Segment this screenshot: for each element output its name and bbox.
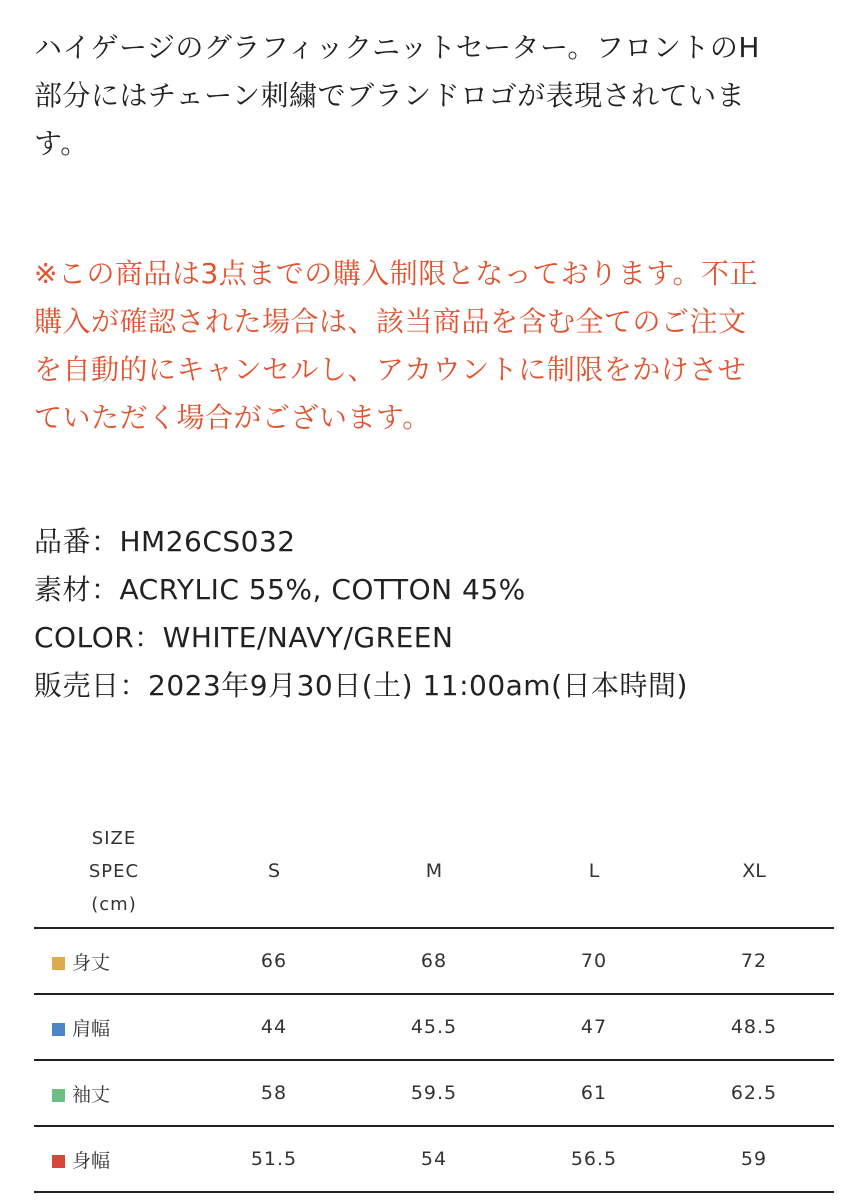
table-cell: 47 — [514, 994, 674, 1060]
product-description — [34, 24, 834, 168]
table-cell: 58 — [194, 1060, 354, 1126]
size-header-l: L — [514, 815, 674, 928]
row-label-text: 袖丈 — [72, 1083, 111, 1106]
description-line: す。 — [34, 127, 89, 160]
table-cell: 56.5 — [514, 1126, 674, 1192]
table-cell: 59 — [674, 1126, 834, 1192]
table-cell: 61 — [514, 1060, 674, 1126]
table-row — [34, 1126, 834, 1192]
color-swatch-icon — [52, 1023, 65, 1036]
size-header-m: M — [354, 815, 514, 928]
color-options: COLOR：WHITE/NAVY/GREEN — [34, 621, 454, 654]
table-cell: 70 — [514, 928, 674, 994]
table-cell: 62.5 — [674, 1060, 834, 1126]
release-date: 販売日：2023年9月30日(土) 11:00am(日本時間) — [34, 669, 688, 702]
table-row — [34, 1060, 834, 1126]
table-cell: 45.5 — [354, 994, 514, 1060]
table-cell: 66 — [194, 928, 354, 994]
row-label-text: 身幅 — [72, 1149, 111, 1172]
notice-line: ていただく場合がございます。 — [34, 401, 431, 434]
notice-line: ※この商品は3点までの購入制限となっております。不正 — [34, 257, 759, 290]
size-header-s: S — [194, 815, 354, 928]
header-label-line: SPEC — [88, 860, 140, 882]
header-label-line: SIZE — [91, 827, 137, 849]
size-spec-header — [34, 815, 194, 928]
row-label — [34, 994, 194, 1060]
row-label — [34, 1126, 194, 1192]
size-spec-table — [34, 815, 834, 1193]
table-cell: 51.5 — [194, 1126, 354, 1192]
table-cell: 59.5 — [354, 1060, 514, 1126]
size-header-xl: XL — [674, 815, 834, 928]
color-swatch-icon — [52, 957, 65, 970]
table-cell: 68 — [354, 928, 514, 994]
purchase-limit-notice — [34, 250, 834, 442]
table-cell: 72 — [674, 928, 834, 994]
notice-line: 購入が確認された場合は、該当商品を含む全てのご注文 — [34, 305, 747, 338]
color-swatch-icon — [52, 1155, 65, 1168]
row-label — [34, 928, 194, 994]
description-line: ハイゲージのグラフィックニットセーター。フロントのH — [34, 31, 760, 64]
table-cell: 44 — [194, 994, 354, 1060]
row-label — [34, 1060, 194, 1126]
color-swatch-icon — [52, 1089, 65, 1102]
table-row — [34, 994, 834, 1060]
material: 素材：ACRYLIC 55%, COTTON 45% — [34, 573, 526, 606]
description-line: 部分にはチェーン刺繍でブランドロゴが表現されていま — [34, 79, 746, 112]
product-specs — [34, 518, 834, 710]
table-cell: 48.5 — [674, 994, 834, 1060]
header-label-line: (cm) — [91, 893, 137, 915]
row-label-text: 肩幅 — [72, 1017, 111, 1040]
row-label-text: 身丈 — [72, 951, 111, 974]
item-number: 品番：HM26CS032 — [34, 525, 296, 558]
table-header-row — [34, 815, 834, 928]
table-cell: 54 — [354, 1126, 514, 1192]
notice-line: を自動的にキャンセルし、アカウントに制限をかけさせ — [34, 353, 747, 386]
table-row — [34, 928, 834, 994]
